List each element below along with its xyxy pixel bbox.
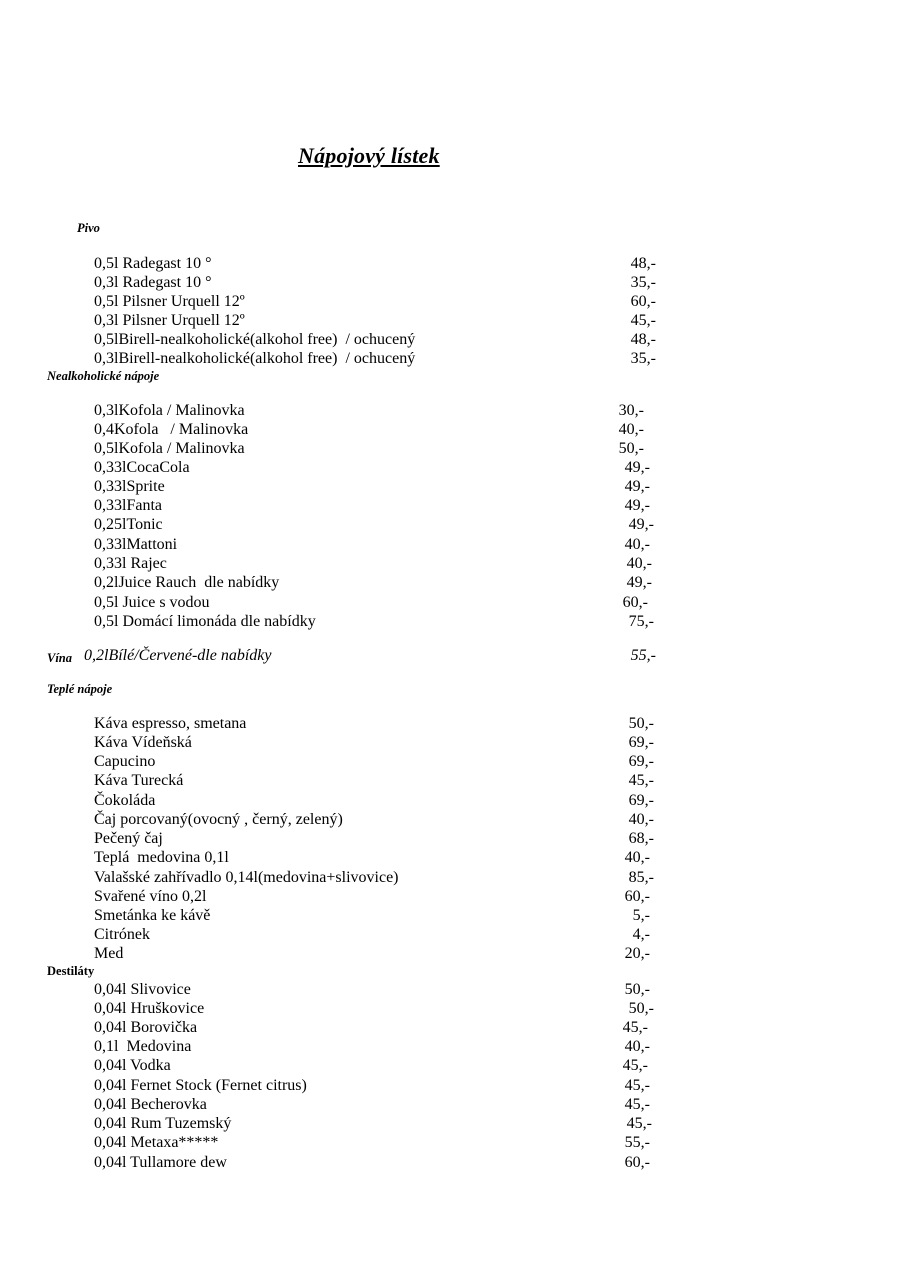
item-price: 48,- <box>630 255 656 272</box>
item-price: 30,- <box>618 402 644 419</box>
menu-item <box>94 848 656 867</box>
item-name: 0,33lCocaCola <box>94 459 190 476</box>
menu-item <box>94 554 656 573</box>
item-price: 48,- <box>630 331 656 348</box>
item-name: Med <box>94 945 124 962</box>
menu-item <box>94 535 656 554</box>
item-price: 40,- <box>624 1038 650 1055</box>
item-price: 45,- <box>628 772 654 789</box>
item-name: 0,5lKofola / Malinovka <box>94 440 245 457</box>
menu-item <box>94 273 656 292</box>
menu-item <box>94 810 656 829</box>
menu-item <box>94 1095 656 1114</box>
item-price: 40,- <box>626 555 652 572</box>
item-name: 0,04l Metaxa***** <box>94 1134 219 1151</box>
menu-item <box>94 477 656 496</box>
menu-item <box>94 999 656 1018</box>
item-price: 50,- <box>618 440 644 457</box>
item-price: 60,- <box>624 1154 650 1171</box>
item-name: Káva Turecká <box>94 772 184 789</box>
menu-item <box>94 868 656 887</box>
menu-item <box>94 771 656 790</box>
menu-item <box>94 733 656 752</box>
item-price: 45,- <box>626 1115 652 1132</box>
menu-item <box>94 496 656 515</box>
page-title: Nápojový lístek <box>298 143 440 168</box>
menu-item <box>94 714 656 733</box>
menu-item <box>94 1153 656 1172</box>
item-name: 0,5l Juice s vodou <box>94 594 210 611</box>
item-price: 5,- <box>632 907 650 924</box>
item-name: Capucino <box>94 753 156 770</box>
item-name: 0,04l Becherovka <box>94 1096 207 1113</box>
item-name: 0,3l Pilsner Urquell 12º <box>94 312 245 329</box>
menu-item <box>94 311 656 330</box>
menu-item <box>94 401 656 420</box>
item-price: 50,- <box>624 981 650 998</box>
item-name: 0,33lMattoni <box>94 536 178 553</box>
item-price: 50,- <box>628 715 654 732</box>
section-heading-destilaty: Destiláty <box>47 964 95 978</box>
item-price: 49,- <box>624 497 650 514</box>
item-name: 0,5l Pilsner Urquell 12º <box>94 293 245 310</box>
item-name: 0,04l Vodka <box>94 1057 171 1074</box>
menu-item <box>94 349 656 368</box>
menu-item <box>94 573 656 592</box>
item-name: Svařené víno 0,2l <box>94 888 207 905</box>
item-name: 0,2lJuice Rauch dle nabídky <box>94 574 280 591</box>
item-name: Smetánka ke kávě <box>94 907 211 924</box>
item-name: 0,25lTonic <box>94 516 163 533</box>
item-price: 40,- <box>618 421 644 438</box>
item-price: 55,- <box>624 1134 650 1151</box>
section-heading-nealko: Nealkoholické nápoje <box>47 369 160 383</box>
menu-item <box>94 420 656 439</box>
menu-item <box>94 752 656 771</box>
item-name: Čaj porcovaný(ovocný , černý, zelený) <box>94 811 343 828</box>
item-name: 0,33lSprite <box>94 478 165 495</box>
item-price: 40,- <box>624 536 650 553</box>
menu-item <box>94 906 656 925</box>
menu-item <box>94 254 656 273</box>
item-price: 35,- <box>630 350 656 367</box>
menu-item <box>94 439 656 458</box>
item-price: 20,- <box>624 945 650 962</box>
item-name: 0,33l Rajec <box>94 555 167 572</box>
item-name: 0,04l Tullamore dew <box>94 1154 227 1171</box>
item-name: 0,04l Hruškovice <box>94 1000 205 1017</box>
item-name: Valašské zahřívadlo 0,14l(medovina+slivovice) <box>94 869 399 886</box>
item-price: 40,- <box>628 811 654 828</box>
menu-item <box>94 791 656 810</box>
item-price: 4,- <box>632 926 650 943</box>
item-price: 45,- <box>624 1077 650 1094</box>
menu-item <box>94 1037 656 1056</box>
item-price: 45,- <box>622 1057 648 1074</box>
item-name: Čokoláda <box>94 792 156 809</box>
menu-item <box>94 887 656 906</box>
item-price: 49,- <box>624 459 650 476</box>
item-name: 0,3lKofola / Malinovka <box>94 402 245 419</box>
item-name: 0,5l Radegast 10 ° <box>94 255 212 272</box>
item-price: 60,- <box>624 888 650 905</box>
section-heading-vina: Vína <box>47 651 73 665</box>
item-name: Citrónek <box>94 926 150 943</box>
menu-item <box>94 1056 656 1075</box>
item-price: 60,- <box>630 293 656 310</box>
item-price: 55,- <box>630 647 656 664</box>
item-name: 0,04l Rum Tuzemský <box>94 1115 232 1132</box>
item-price: 60,- <box>622 594 648 611</box>
item-price: 45,- <box>630 312 656 329</box>
item-name: 0,3l Radegast 10 ° <box>94 274 212 291</box>
menu-item <box>94 944 656 963</box>
item-name: Pečený čaj <box>94 830 163 847</box>
item-name: Teplá medovina 0,1l <box>94 849 229 866</box>
menu-item <box>94 829 656 848</box>
item-name: Káva Vídeňská <box>94 734 192 751</box>
menu-item <box>94 330 656 349</box>
item-name: 0,5l Domácí limonáda dle nabídky <box>94 613 316 630</box>
item-name: 0,3lBirell-nealkoholické(alkohol free) / ochucený <box>94 350 416 367</box>
item-name: 0,04l Slivovice <box>94 981 191 998</box>
item-price: 68,- <box>628 830 654 847</box>
item-price: 49,- <box>624 478 650 495</box>
item-name: 0,5lBirell-nealkoholické(alkohol free) / ochucený <box>94 331 416 348</box>
item-price: 50,- <box>628 1000 654 1017</box>
item-name: 0,04l Fernet Stock (Fernet citrus) <box>94 1077 307 1094</box>
item-price: 49,- <box>626 574 652 591</box>
item-price: 85,- <box>628 869 654 886</box>
menu-item <box>94 980 656 999</box>
menu-item <box>94 458 656 477</box>
item-name: 0,4Kofola / Malinovka <box>94 421 249 438</box>
menu-item <box>94 1018 656 1037</box>
menu-item <box>94 612 656 631</box>
section-heading-pivo: Pivo <box>77 221 100 235</box>
item-name: 0,1l Medovina <box>94 1038 192 1055</box>
menu-item <box>94 1076 656 1095</box>
item-price: 69,- <box>628 753 654 770</box>
item-name: 0,04l Borovička <box>94 1019 198 1036</box>
item-name: 0,2lBílé/Červené-dle nabídky <box>84 647 272 664</box>
item-price: 75,- <box>628 613 654 630</box>
menu-item <box>94 593 656 612</box>
item-price: 45,- <box>622 1019 648 1036</box>
item-price: 49,- <box>628 516 654 533</box>
item-price: 45,- <box>624 1096 650 1113</box>
item-price: 69,- <box>628 734 654 751</box>
menu-item <box>94 1114 656 1133</box>
wine-row <box>47 646 656 666</box>
item-price: 35,- <box>630 274 656 291</box>
item-price: 40,- <box>624 849 650 866</box>
item-name: Káva espresso, smetana <box>94 715 247 732</box>
section-heading-teple: Teplé nápoje <box>47 682 113 696</box>
menu-item <box>94 515 656 534</box>
menu-item <box>94 925 656 944</box>
menu-item <box>94 1133 656 1152</box>
item-name: 0,33lFanta <box>94 497 162 514</box>
item-price: 69,- <box>628 792 654 809</box>
menu-item <box>94 292 656 311</box>
